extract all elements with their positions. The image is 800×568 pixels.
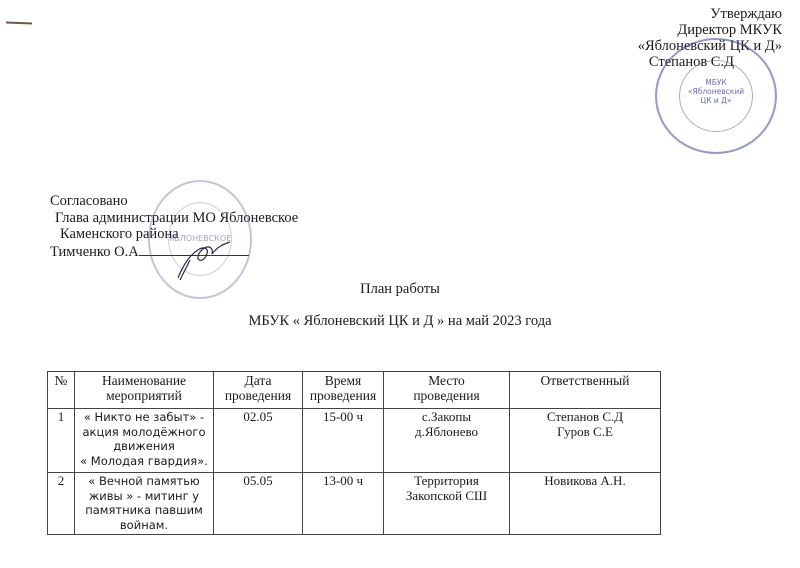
approval-line: Директор МКУК [677,22,782,38]
header-date: Дата проведения [214,372,303,409]
cell-responsible: Степанов С.Д Гуров С.Е [510,409,661,473]
cell-time: 13-00 ч [303,473,384,535]
header-place: Место проведения [384,372,510,409]
cell-place: Территория Закопской СШ [384,473,510,535]
official-stamp-right [655,38,777,154]
cell-date: 05.05 [214,473,303,535]
approval-line: Степанов С.Д [648,54,734,70]
signature-icon [170,238,240,283]
header-responsible: Ответственный [510,372,661,409]
cell-place: с.Закопы д.Яблонево [384,409,510,473]
document-subtitle: МБУК « Яблоневский ЦК и Д » на май 2023 года [248,313,552,329]
approval-line: «Яблоневский ЦК и Д» [637,38,782,54]
cell-name: « Вечной памятью живы » - митинг у памятника павшим войнам. [75,473,214,535]
cell-date: 02.05 [214,409,303,473]
document-title: План работы [360,281,440,297]
agreement-line: Каменского района [60,226,179,242]
cell-name: « Никто не забыт» - акция молодёжного движения « Молодая гвардия». [75,409,214,473]
approval-line: Утверждаю [710,6,782,22]
cell-num: 1 [48,409,75,473]
agreement-signer: Тимченко О.А [50,243,139,260]
agreement-line: Глава администрации МО Яблоневское [55,209,299,226]
cell-responsible: Новикова А.Н. [510,473,661,535]
cell-time: 15-00 ч [303,409,384,473]
scan-mark [6,22,32,25]
stamp-center-text: МБУК «Яблоневский ЦК и Д» [687,78,745,105]
table-header-row [48,372,661,409]
table-row [48,409,661,473]
stamp-center-text: ЯБЛОНЕВСКОЕ [168,234,232,243]
header-name: Наименование мероприятий [75,372,214,409]
agreement-line: Согласовано [50,193,128,209]
cell-num: 2 [48,473,75,535]
table-row [48,473,661,535]
plan-table [47,371,661,535]
header-time: Время проведения [303,372,384,409]
header-num: № [48,372,75,409]
